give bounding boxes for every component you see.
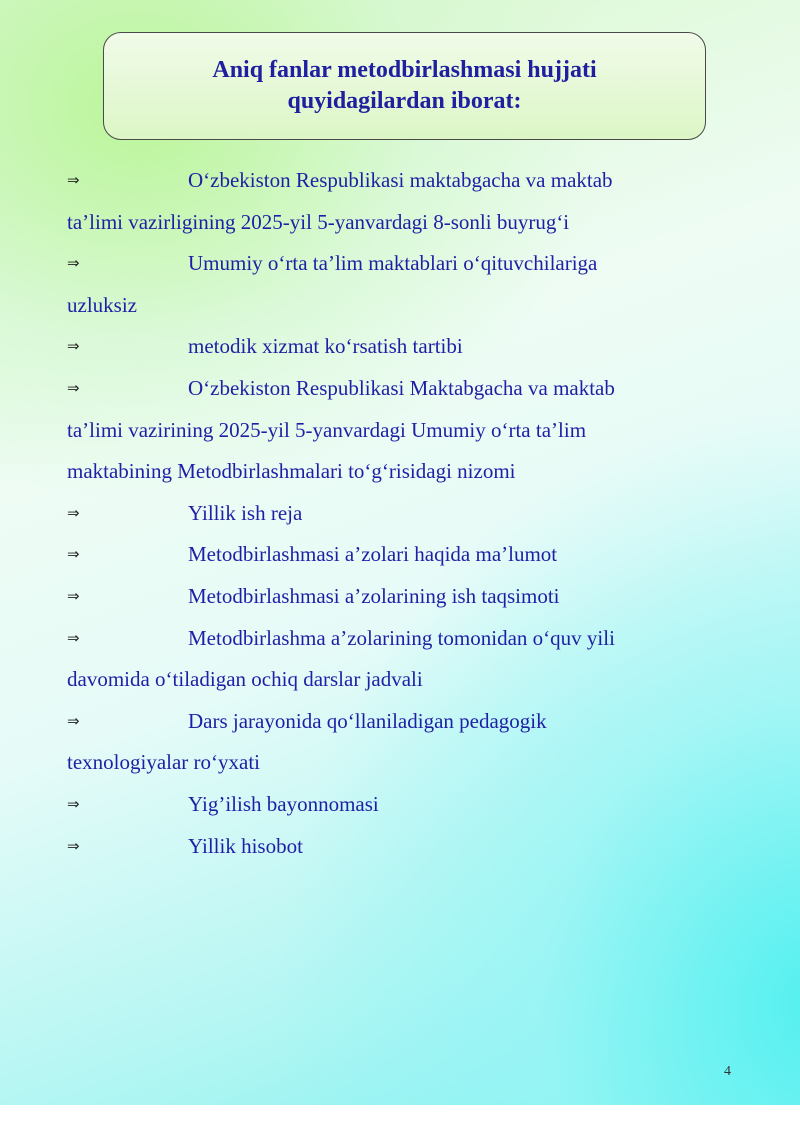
list-item-text: Metodbirlashma a’zolarining tomonidan o‘quv yili <box>188 625 615 650</box>
list-item <box>67 534 707 576</box>
list-item <box>67 618 707 660</box>
list-item-text: Yillik ish reja <box>188 500 303 525</box>
list-item <box>67 326 707 368</box>
list-item-text: Yillik hisobot <box>188 833 303 858</box>
arrow-bullet-icon: ⇒ <box>67 337 80 356</box>
list-item-continuation <box>67 451 707 493</box>
list-item-text: O‘zbekiston Respublikasi maktabgacha va maktab <box>188 168 613 192</box>
page-number: 4 <box>724 1064 731 1079</box>
list-item-text: metodik xizmat ko‘rsatish tartibi <box>188 334 463 359</box>
list-item-text: O‘zbekiston Respublikasi Maktabgacha va maktab <box>188 375 615 400</box>
document-title <box>195 55 615 117</box>
list-item-continuation <box>67 202 707 244</box>
list-item <box>67 243 707 285</box>
list-item <box>67 493 707 535</box>
arrow-bullet-icon: ⇒ <box>67 836 80 855</box>
list-item-text: ta’limi vazirligining 2025-yil 5-yanvardagi 8-sonli buyrug‘i <box>67 209 570 234</box>
list-item-text: texnologiyalar ro‘yxati <box>67 750 261 775</box>
list-item-continuation <box>67 285 707 327</box>
arrow-bullet-icon: ⇒ <box>67 545 80 564</box>
arrow-bullet-icon: ⇒ <box>67 503 80 522</box>
arrow-bullet-icon: ⇒ <box>67 254 80 273</box>
list-item <box>67 576 707 618</box>
list-item <box>67 160 707 202</box>
list-item-text: ta’limi vazirining 2025-yil 5-yanvardagi Umumiy o‘rta ta’lim <box>67 417 587 442</box>
document-list <box>67 160 707 867</box>
list-item-text: Yig’ilish bayonnomasi <box>188 791 379 816</box>
arrow-bullet-icon: ⇒ <box>67 794 80 813</box>
arrow-bullet-icon: ⇒ <box>67 711 80 730</box>
list-item-text: Umumiy o‘rta ta’lim maktablari o‘qituvchilariga <box>188 251 598 276</box>
list-item-continuation <box>67 410 707 452</box>
list-item <box>67 368 707 410</box>
list-item <box>67 826 707 868</box>
title-line-2: quyidagilardan iborat: <box>287 88 522 114</box>
list-item <box>67 701 707 743</box>
list-item-continuation <box>67 742 707 784</box>
arrow-bullet-icon: ⇒ <box>67 628 80 647</box>
arrow-bullet-icon: ⇒ <box>67 171 80 189</box>
arrow-bullet-icon: ⇒ <box>67 586 80 605</box>
list-item-text: davomida o‘tiladigan ochiq darslar jadvali <box>67 667 423 692</box>
arrow-bullet-icon: ⇒ <box>67 378 80 397</box>
title-box <box>103 32 706 140</box>
list-item-text: Dars jarayonida qo‘llaniladigan pedagogik <box>188 708 547 733</box>
list-item-text: uzluksiz <box>67 292 137 317</box>
list-item-continuation <box>67 659 707 701</box>
list-item-text: maktabining Metodbirlashmalari to‘g‘risidagi nizomi <box>67 459 516 484</box>
list-item-text: Metodbirlashmasi a’zolarining ish taqsimoti <box>188 583 560 608</box>
list-item-text: Metodbirlashmasi a’zolari haqida ma’lumot <box>188 542 558 567</box>
list-item <box>67 784 707 826</box>
title-line-1: Aniq fanlar metodbirlashmasi hujjati <box>212 57 597 83</box>
